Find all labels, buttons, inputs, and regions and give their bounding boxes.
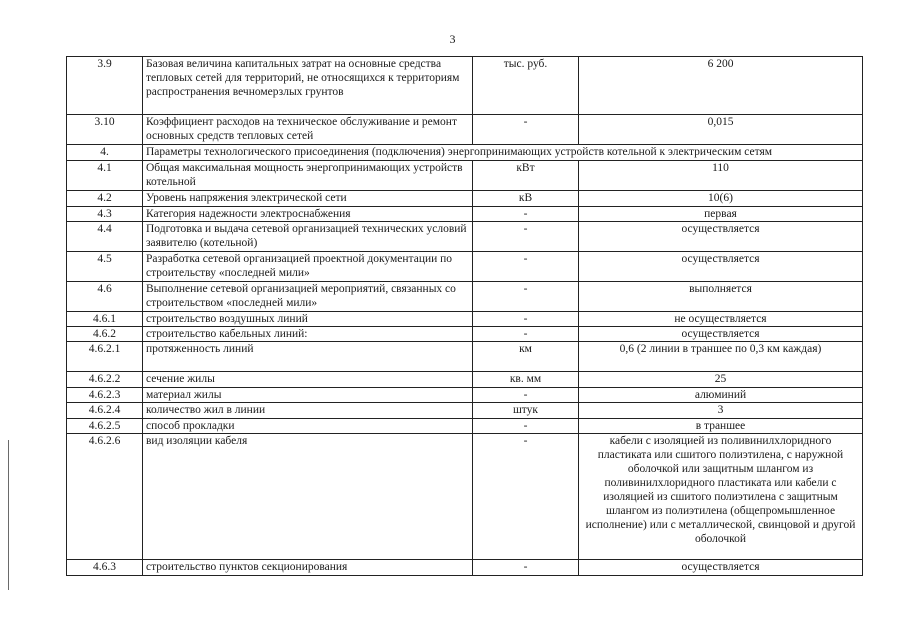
table-section-row [67, 145, 863, 161]
unit-of-measure: - [473, 327, 579, 342]
table-row [67, 252, 863, 282]
table-row [67, 327, 863, 342]
unit-of-measure: тыс. руб. [473, 57, 579, 115]
unit-of-measure: - [473, 222, 579, 252]
parameter-name: материал жилы [143, 388, 473, 403]
row-number: 4.6.2.2 [67, 372, 143, 388]
unit-of-measure: - [473, 252, 579, 282]
row-number: 4.6.2.4 [67, 403, 143, 419]
unit-of-measure: кВт [473, 161, 579, 191]
parameter-name: Разработка сетевой организацией проектной документации по строительству «последней мили» [143, 252, 473, 282]
page-number: 3 [449, 32, 456, 46]
parameter-name: строительство воздушных линий [143, 312, 473, 327]
parameter-value: выполняется [579, 282, 863, 312]
unit-of-measure: км [473, 342, 579, 372]
table-row [67, 207, 863, 222]
table-row [67, 372, 863, 388]
parameter-name: Уровень напряжения электрической сети [143, 191, 473, 207]
parameter-value: осуществляется [579, 327, 863, 342]
parameter-value: 3 [579, 403, 863, 419]
row-number: 3.9 [67, 57, 143, 115]
row-number: 4.6 [67, 282, 143, 312]
parameter-value: осуществляется [579, 560, 863, 576]
parameter-name: вид изоляции кабеля [143, 434, 473, 560]
unit-of-measure: - [473, 115, 579, 145]
parameter-name: способ прокладки [143, 419, 473, 434]
unit-of-measure: кВ [473, 191, 579, 207]
table-row [67, 312, 863, 327]
row-number: 4.3 [67, 207, 143, 222]
parameter-value: 25 [579, 372, 863, 388]
row-number: 4.6.1 [67, 312, 143, 327]
parameter-name: Коэффициент расходов на техническое обслуживание и ремонт основных средств тепловых сетей [143, 115, 473, 145]
parameter-value: 0,015 [579, 115, 863, 145]
row-number: 4.6.2 [67, 327, 143, 342]
parameter-name: Базовая величина капитальных затрат на основные средства тепловых сетей для территорий, не относящихся к территориям распространения вечномерзлых грунтов [143, 57, 473, 115]
table-row [67, 434, 863, 560]
unit-of-measure: штук [473, 403, 579, 419]
parameter-value: в траншее [579, 419, 863, 434]
table-row [67, 388, 863, 403]
parameter-value: первая [579, 207, 863, 222]
parameter-name: количество жил в линии [143, 403, 473, 419]
row-number: 3.10 [67, 115, 143, 145]
row-number: 4.2 [67, 191, 143, 207]
unit-of-measure: - [473, 312, 579, 327]
parameter-value: не осуществляется [579, 312, 863, 327]
parameter-value: кабели с изоляцией из поливинилхлоридного пластиката или сшитого полиэтилена, с наружной оболочкой или защитным шлангом из поливинилхлоридного пластиката или кабели с изоляцией из сшитого полиэтилена с защитным шлангом из полиэтилена (общепромышленное исполнение) или с металлической, свинцовой и другой оболочкой [579, 434, 863, 560]
unit-of-measure: - [473, 560, 579, 576]
table-row [67, 560, 863, 576]
unit-of-measure: - [473, 282, 579, 312]
row-number: 4.1 [67, 161, 143, 191]
row-number: 4.5 [67, 252, 143, 282]
parameter-name: строительство кабельных линий: [143, 327, 473, 342]
parameter-name: сечение жилы [143, 372, 473, 388]
parameter-name: протяженность линий [143, 342, 473, 372]
parameter-name: Категория надежности электроснабжения [143, 207, 473, 222]
parameter-value: осуществляется [579, 252, 863, 282]
parameter-value: 6 200 [579, 57, 863, 115]
table-row [67, 57, 863, 115]
unit-of-measure: кв. мм [473, 372, 579, 388]
parameter-value: 0,6 (2 линии в траншее по 0,3 км каждая) [579, 342, 863, 372]
table-row [67, 403, 863, 419]
parameter-name: Подготовка и выдача сетевой организацией технических условий заявителю (котельной) [143, 222, 473, 252]
parameters-table [66, 56, 863, 576]
section-title: Параметры технологического присоединения (подключения) энергопринимающих устройств котельной к электрическим сетям [143, 145, 863, 161]
table-row [67, 342, 863, 372]
table-row [67, 115, 863, 145]
parameter-name: Выполнение сетевой организацией мероприятий, связанных со строительством «последней мили» [143, 282, 473, 312]
row-number: 4.6.2.5 [67, 419, 143, 434]
row-number: 4.6.2.1 [67, 342, 143, 372]
parameter-value: алюминий [579, 388, 863, 403]
table-row [67, 222, 863, 252]
margin-line [8, 440, 9, 590]
unit-of-measure: - [473, 434, 579, 560]
row-number: 4.6.2.6 [67, 434, 143, 560]
unit-of-measure: - [473, 419, 579, 434]
parameter-value: 10(6) [579, 191, 863, 207]
parameter-value: осуществляется [579, 222, 863, 252]
table-row [67, 191, 863, 207]
parameter-value: 110 [579, 161, 863, 191]
row-number: 4.6.3 [67, 560, 143, 576]
table-row [67, 161, 863, 191]
unit-of-measure: - [473, 207, 579, 222]
row-number: 4. [67, 145, 143, 161]
table-row [67, 282, 863, 312]
row-number: 4.4 [67, 222, 143, 252]
unit-of-measure: - [473, 388, 579, 403]
table-row [67, 419, 863, 434]
row-number: 4.6.2.3 [67, 388, 143, 403]
parameter-name: Общая максимальная мощность энергопринимающих устройств котельной [143, 161, 473, 191]
parameter-name: строительство пунктов секционирования [143, 560, 473, 576]
